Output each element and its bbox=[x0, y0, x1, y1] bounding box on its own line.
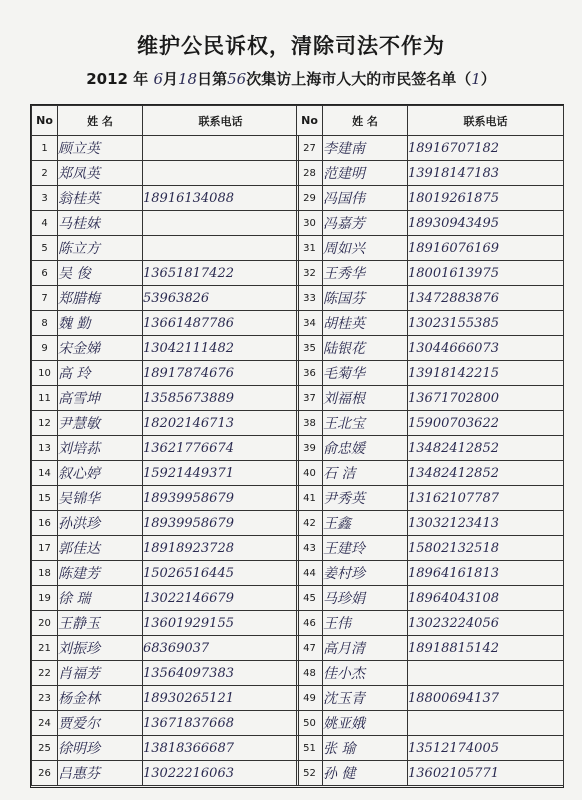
row-number: 18 bbox=[32, 561, 58, 586]
table-row bbox=[32, 611, 299, 636]
table-row bbox=[32, 311, 299, 336]
signer-name: 贾爱尔 bbox=[58, 711, 143, 736]
signer-phone bbox=[143, 136, 299, 161]
signer-name: 高月清 bbox=[323, 636, 408, 661]
row-number: 19 bbox=[32, 586, 58, 611]
row-number: 34 bbox=[297, 311, 323, 336]
page-title: 维护公民诉权，清除司法不作为 bbox=[137, 34, 445, 58]
row-number: 22 bbox=[32, 661, 58, 686]
row-number: 12 bbox=[32, 411, 58, 436]
table-row bbox=[297, 461, 564, 486]
signer-phone: 13042111482 bbox=[143, 336, 299, 361]
signer-phone bbox=[143, 161, 299, 186]
row-number: 38 bbox=[297, 411, 323, 436]
row-number: 31 bbox=[297, 236, 323, 261]
header-row bbox=[32, 106, 299, 136]
signer-phone: 13512174005 bbox=[408, 736, 564, 761]
row-number: 32 bbox=[297, 261, 323, 286]
header-name: 姓 名 bbox=[58, 106, 143, 136]
signer-phone bbox=[143, 236, 299, 261]
signer-name: 叙心婷 bbox=[58, 461, 143, 486]
signer-name: 吴锦华 bbox=[58, 486, 143, 511]
row-number: 16 bbox=[32, 511, 58, 536]
roster-table-right bbox=[296, 105, 564, 786]
table-row bbox=[32, 411, 299, 436]
table-row bbox=[297, 636, 564, 661]
table-row bbox=[297, 136, 564, 161]
signer-phone: 18202146713 bbox=[143, 411, 299, 436]
header-row bbox=[297, 106, 564, 136]
signer-name: 高雪坤 bbox=[58, 386, 143, 411]
signer-name: 郭佳达 bbox=[58, 536, 143, 561]
row-number: 44 bbox=[297, 561, 323, 586]
subtitle-day: 18 bbox=[178, 70, 198, 88]
signer-name: 尹秀英 bbox=[323, 486, 408, 511]
table-row bbox=[32, 711, 299, 736]
row-number: 6 bbox=[32, 261, 58, 286]
table-row bbox=[297, 686, 564, 711]
table-row bbox=[32, 661, 299, 686]
signer-phone bbox=[143, 211, 299, 236]
row-number: 20 bbox=[32, 611, 58, 636]
row-number: 36 bbox=[297, 361, 323, 386]
signer-phone: 13022146679 bbox=[143, 586, 299, 611]
signer-phone: 68369037 bbox=[143, 636, 299, 661]
header-phone: 联系电话 bbox=[143, 106, 299, 136]
row-number: 45 bbox=[297, 586, 323, 611]
row-number: 50 bbox=[297, 711, 323, 736]
signer-phone: 13621776674 bbox=[143, 436, 299, 461]
signer-phone: 18916134088 bbox=[143, 186, 299, 211]
page-subtitle bbox=[0, 68, 582, 89]
signer-phone: 18916707182 bbox=[408, 136, 564, 161]
signer-name: 周如兴 bbox=[323, 236, 408, 261]
table-row bbox=[297, 161, 564, 186]
table-row bbox=[32, 736, 299, 761]
signer-name: 马桂妹 bbox=[58, 211, 143, 236]
table-row bbox=[297, 661, 564, 686]
table-row bbox=[297, 436, 564, 461]
signer-name: 俞忠媛 bbox=[323, 436, 408, 461]
signer-name: 郑腊梅 bbox=[58, 286, 143, 311]
table-row bbox=[297, 361, 564, 386]
subtitle-month-unit: 月 bbox=[162, 70, 178, 88]
signer-phone: 15026516445 bbox=[143, 561, 299, 586]
signer-name: 王建玲 bbox=[323, 536, 408, 561]
table-row bbox=[32, 461, 299, 486]
signer-name: 石 洁 bbox=[323, 461, 408, 486]
signer-name: 孙 健 bbox=[323, 761, 408, 786]
table-row bbox=[297, 261, 564, 286]
signer-name: 沈玉青 bbox=[323, 686, 408, 711]
signer-phone: 13023224056 bbox=[408, 611, 564, 636]
signer-phone: 18917874676 bbox=[143, 361, 299, 386]
signer-phone: 18939958679 bbox=[143, 511, 299, 536]
table-row bbox=[297, 186, 564, 211]
row-number: 5 bbox=[32, 236, 58, 261]
signer-name: 王北宝 bbox=[323, 411, 408, 436]
row-number: 26 bbox=[32, 761, 58, 786]
signature-sheet bbox=[30, 104, 564, 788]
row-number: 4 bbox=[32, 211, 58, 236]
table-row bbox=[32, 686, 299, 711]
row-number: 24 bbox=[32, 711, 58, 736]
signer-phone: 13023155385 bbox=[408, 311, 564, 336]
signer-phone: 13671837668 bbox=[143, 711, 299, 736]
subtitle-suffix: 次集访上海市人大的市民签名单（ bbox=[246, 70, 472, 88]
table-row bbox=[32, 236, 299, 261]
row-number: 27 bbox=[297, 136, 323, 161]
signer-name: 马珍娟 bbox=[323, 586, 408, 611]
table-row bbox=[297, 286, 564, 311]
row-number: 49 bbox=[297, 686, 323, 711]
table-row bbox=[297, 736, 564, 761]
row-number: 40 bbox=[297, 461, 323, 486]
signer-phone: 13918142215 bbox=[408, 361, 564, 386]
signer-phone: 13661487786 bbox=[143, 311, 299, 336]
signer-name: 冯国伟 bbox=[323, 186, 408, 211]
table-row bbox=[32, 161, 299, 186]
row-number: 28 bbox=[297, 161, 323, 186]
row-number: 25 bbox=[32, 736, 58, 761]
signer-phone: 18964161813 bbox=[408, 561, 564, 586]
table-row bbox=[297, 611, 564, 636]
signer-phone: 13044666073 bbox=[408, 336, 564, 361]
signer-phone: 15921449371 bbox=[143, 461, 299, 486]
signer-phone bbox=[408, 711, 564, 736]
signer-name: 李建南 bbox=[323, 136, 408, 161]
signer-name: 翁桂英 bbox=[58, 186, 143, 211]
signer-phone: 18918923728 bbox=[143, 536, 299, 561]
table-row bbox=[297, 586, 564, 611]
row-number: 14 bbox=[32, 461, 58, 486]
table-row bbox=[297, 386, 564, 411]
row-number: 1 bbox=[32, 136, 58, 161]
row-number: 51 bbox=[297, 736, 323, 761]
signer-phone: 13585673889 bbox=[143, 386, 299, 411]
signer-name: 孙洪珍 bbox=[58, 511, 143, 536]
subtitle-close: ） bbox=[480, 70, 496, 88]
signer-name: 刘培荪 bbox=[58, 436, 143, 461]
signer-name: 陈立方 bbox=[58, 236, 143, 261]
table-row bbox=[32, 486, 299, 511]
signer-phone: 15900703622 bbox=[408, 411, 564, 436]
signer-phone: 13818366687 bbox=[143, 736, 299, 761]
subtitle-prefix: 2012 年 bbox=[86, 70, 149, 88]
row-number: 30 bbox=[297, 211, 323, 236]
row-number: 3 bbox=[32, 186, 58, 211]
signer-phone: 15802132518 bbox=[408, 536, 564, 561]
signer-phone: 13482412852 bbox=[408, 436, 564, 461]
signer-phone: 13918147183 bbox=[408, 161, 564, 186]
table-row bbox=[32, 511, 299, 536]
row-number: 41 bbox=[297, 486, 323, 511]
signer-phone: 13472883876 bbox=[408, 286, 564, 311]
signer-name: 杨金林 bbox=[58, 686, 143, 711]
subtitle-sheet-no: 1 bbox=[471, 70, 481, 88]
signer-name: 陈建芳 bbox=[58, 561, 143, 586]
signer-phone: 18964043108 bbox=[408, 586, 564, 611]
table-row bbox=[32, 186, 299, 211]
signer-phone: 13162107787 bbox=[408, 486, 564, 511]
signer-name: 宋金娣 bbox=[58, 336, 143, 361]
table-row bbox=[32, 211, 299, 236]
signer-phone: 18916076169 bbox=[408, 236, 564, 261]
subtitle-day-unit: 日第 bbox=[197, 70, 228, 88]
signer-name: 徐 瑞 bbox=[58, 586, 143, 611]
signer-name: 陈国芬 bbox=[323, 286, 408, 311]
signer-name: 毛菊华 bbox=[323, 361, 408, 386]
row-number: 43 bbox=[297, 536, 323, 561]
signer-name: 魏 勤 bbox=[58, 311, 143, 336]
row-number: 21 bbox=[32, 636, 58, 661]
table-row bbox=[32, 586, 299, 611]
signer-name: 王秀华 bbox=[323, 261, 408, 286]
subtitle-month: 6 bbox=[153, 70, 163, 88]
row-number: 37 bbox=[297, 386, 323, 411]
row-number: 2 bbox=[32, 161, 58, 186]
row-number: 9 bbox=[32, 336, 58, 361]
signer-name: 胡桂英 bbox=[323, 311, 408, 336]
signer-name: 张 瑜 bbox=[323, 736, 408, 761]
row-number: 10 bbox=[32, 361, 58, 386]
row-number: 33 bbox=[297, 286, 323, 311]
table-row bbox=[32, 561, 299, 586]
signer-name: 王伟 bbox=[323, 611, 408, 636]
roster-table-left bbox=[31, 105, 299, 786]
table-row bbox=[297, 411, 564, 436]
signer-name: 刘福根 bbox=[323, 386, 408, 411]
table-row bbox=[32, 136, 299, 161]
table-row bbox=[32, 436, 299, 461]
signer-name: 尹慧敏 bbox=[58, 411, 143, 436]
signer-name: 徐明珍 bbox=[58, 736, 143, 761]
row-number: 23 bbox=[32, 686, 58, 711]
row-number: 17 bbox=[32, 536, 58, 561]
signer-name: 刘振珍 bbox=[58, 636, 143, 661]
signer-phone: 13602105771 bbox=[408, 761, 564, 786]
signer-phone: 13482412852 bbox=[408, 461, 564, 486]
row-number: 47 bbox=[297, 636, 323, 661]
table-row bbox=[32, 336, 299, 361]
signer-phone: 18019261875 bbox=[408, 186, 564, 211]
signer-name: 郑凤英 bbox=[58, 161, 143, 186]
row-number: 48 bbox=[297, 661, 323, 686]
signer-phone: 18930265121 bbox=[143, 686, 299, 711]
row-number: 42 bbox=[297, 511, 323, 536]
signer-name: 吴 俊 bbox=[58, 261, 143, 286]
header-no: No bbox=[297, 106, 323, 136]
signer-name: 吕惠芬 bbox=[58, 761, 143, 786]
signer-name: 肖福芳 bbox=[58, 661, 143, 686]
table-row bbox=[297, 211, 564, 236]
signer-phone: 18930943495 bbox=[408, 211, 564, 236]
signer-name: 姜村珍 bbox=[323, 561, 408, 586]
row-number: 13 bbox=[32, 436, 58, 461]
table-row bbox=[32, 636, 299, 661]
signer-name: 佳小杰 bbox=[323, 661, 408, 686]
signer-phone bbox=[408, 661, 564, 686]
header-phone: 联系电话 bbox=[408, 106, 564, 136]
signer-phone: 13564097383 bbox=[143, 661, 299, 686]
table-row bbox=[32, 261, 299, 286]
table-row bbox=[297, 561, 564, 586]
row-number: 8 bbox=[32, 311, 58, 336]
row-number: 7 bbox=[32, 286, 58, 311]
table-row bbox=[32, 386, 299, 411]
table-row bbox=[297, 761, 564, 786]
signer-name: 范建明 bbox=[323, 161, 408, 186]
table-row bbox=[32, 286, 299, 311]
signer-phone: 18939958679 bbox=[143, 486, 299, 511]
table-row bbox=[32, 361, 299, 386]
table-row bbox=[32, 536, 299, 561]
signer-name: 王鑫 bbox=[323, 511, 408, 536]
signer-phone: 13651817422 bbox=[143, 261, 299, 286]
table-row bbox=[297, 511, 564, 536]
signer-name: 姚亚娥 bbox=[323, 711, 408, 736]
table-row bbox=[297, 536, 564, 561]
signer-phone: 13022216063 bbox=[143, 761, 299, 786]
row-number: 29 bbox=[297, 186, 323, 211]
row-number: 39 bbox=[297, 436, 323, 461]
row-number: 52 bbox=[297, 761, 323, 786]
table-row bbox=[297, 486, 564, 511]
header-no: No bbox=[32, 106, 58, 136]
subtitle-round: 56 bbox=[227, 70, 247, 88]
signer-name: 冯嘉芳 bbox=[323, 211, 408, 236]
signer-phone: 18800694137 bbox=[408, 686, 564, 711]
signer-name: 顾立英 bbox=[58, 136, 143, 161]
table-row bbox=[297, 236, 564, 261]
signer-phone: 53963826 bbox=[143, 286, 299, 311]
signer-phone: 18918815142 bbox=[408, 636, 564, 661]
signer-phone: 18001613975 bbox=[408, 261, 564, 286]
row-number: 46 bbox=[297, 611, 323, 636]
signer-name: 王静玉 bbox=[58, 611, 143, 636]
signer-phone: 13032123413 bbox=[408, 511, 564, 536]
header-name: 姓 名 bbox=[323, 106, 408, 136]
table-row bbox=[297, 311, 564, 336]
signer-phone: 13671702800 bbox=[408, 386, 564, 411]
table-row bbox=[32, 761, 299, 786]
table-row bbox=[297, 711, 564, 736]
row-number: 15 bbox=[32, 486, 58, 511]
signer-phone: 13601929155 bbox=[143, 611, 299, 636]
row-number: 11 bbox=[32, 386, 58, 411]
signer-name: 高 玲 bbox=[58, 361, 143, 386]
table-row bbox=[297, 336, 564, 361]
signer-name: 陆银花 bbox=[323, 336, 408, 361]
row-number: 35 bbox=[297, 336, 323, 361]
